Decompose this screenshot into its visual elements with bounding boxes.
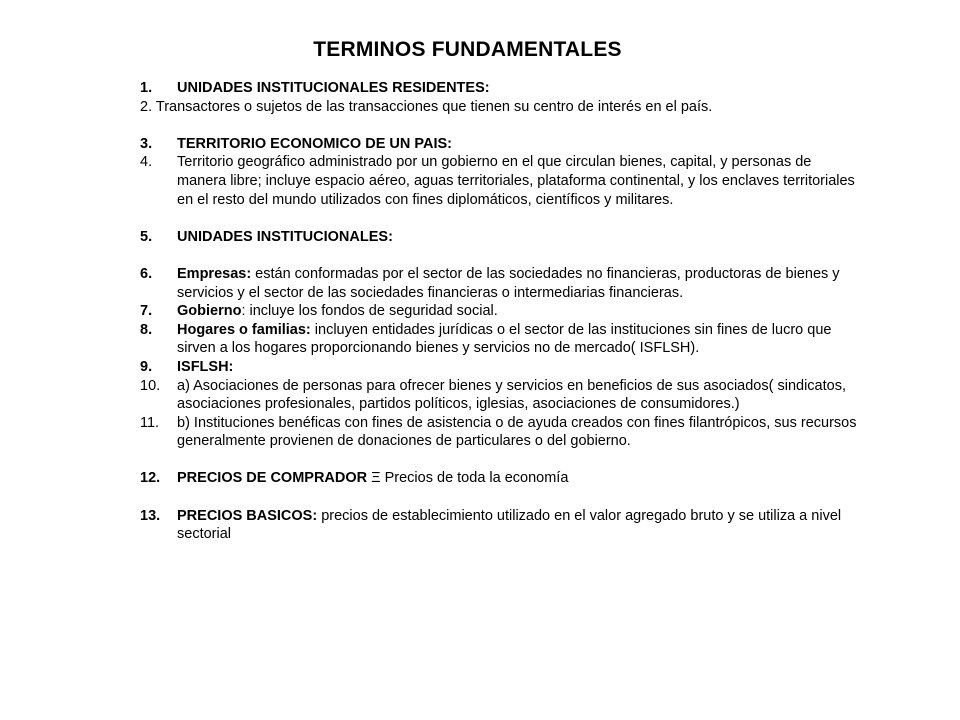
item-heading: UNIDADES INSTITUCIONALES RESIDENTES:: [177, 80, 490, 96]
item-number: 5.: [140, 228, 153, 245]
item-number: 1.: [140, 80, 153, 96]
list-item: [140, 377, 860, 414]
item-heading: ISFLSH:: [177, 358, 234, 375]
item-text: Ξ Precios de toda la economía: [367, 470, 569, 487]
item-number: 9.: [140, 358, 153, 375]
item-text: Territorio geográfico administrado por un gobierno en el que circulan bienes, capital, y personas de manera libre; incluye espacio aéreo, aguas territoriales, plataforma continental, y los enclaves territoriales en el resto del mundo utilizados con fines diplomáticos, científicos y militares.: [177, 154, 855, 208]
list-item: [140, 507, 860, 544]
list-item: [140, 321, 860, 358]
item-number: 10.: [140, 377, 161, 394]
item-number: 6.: [140, 265, 153, 282]
item-number: 3.: [140, 135, 153, 152]
item-text: : incluye los fondos de seguridad social.: [241, 303, 498, 320]
item-heading: Empresas:: [177, 265, 252, 282]
item-number: 11.: [140, 414, 160, 431]
list-item: [140, 98, 860, 117]
list-item: [140, 153, 860, 209]
item-number: 12.: [140, 470, 161, 487]
list-item: [140, 469, 860, 488]
item-heading: TERRITORIO ECONOMICO DE UN PAIS:: [177, 135, 452, 152]
item-number: 4.: [140, 154, 153, 171]
item-number: 7.: [140, 303, 153, 320]
slide-title: TERMINOS FUNDAMENTALES: [313, 38, 622, 61]
list-item: [140, 79, 860, 98]
item-heading: Gobierno: [177, 303, 242, 320]
list-item: [140, 302, 860, 321]
item-heading: PRECIOS DE COMPRADOR: [177, 470, 368, 487]
item-text: a) Asociaciones de personas para ofrecer bienes y servicios en beneficios de sus asociados( sindicatos, asociaciones profesionales, partidos políticos, iglesias, asociaciones de consumidores.): [177, 377, 846, 413]
item-text: b) Instituciones benéficas con fines de asistencia o de ayuda creados con fines filantrópicos, sus recursos generalmente provienen de donaciones de particulares o del gobierno.: [177, 414, 857, 450]
item-number: 13.: [140, 507, 161, 524]
list-item: [140, 414, 860, 451]
item-heading: UNIDADES INSTITUCIONALES:: [177, 228, 393, 245]
list-item: [140, 358, 860, 377]
list-item: [140, 228, 860, 247]
item-heading: Hogares o familias:: [177, 321, 311, 338]
item-heading: PRECIOS BASICOS:: [177, 507, 318, 524]
item-number: 2.: [140, 98, 153, 115]
item-number: 8.: [140, 321, 153, 338]
item-text: incluyen entidades jurídicas o el sector de las instituciones sin fines de lucro que sirven a los hogares proporcionando bienes y servicios no de mercado( ISFLSH).: [177, 321, 832, 357]
item-text: precios de establecimiento utilizado en el valor agregado bruto y se utiliza a nivel sectorial: [177, 507, 842, 543]
list-item: [140, 265, 860, 302]
item-text: están conformadas por el sector de las sociedades no financieras, productoras de bienes y servicios y el sector de las sociedades financieras o intermediarias financieras.: [177, 265, 840, 301]
item-text: Transactores o sujetos de las transacciones que tienen su centro de interés en el país.: [155, 98, 713, 115]
list-item: [140, 135, 860, 154]
terms-list: [140, 79, 860, 544]
